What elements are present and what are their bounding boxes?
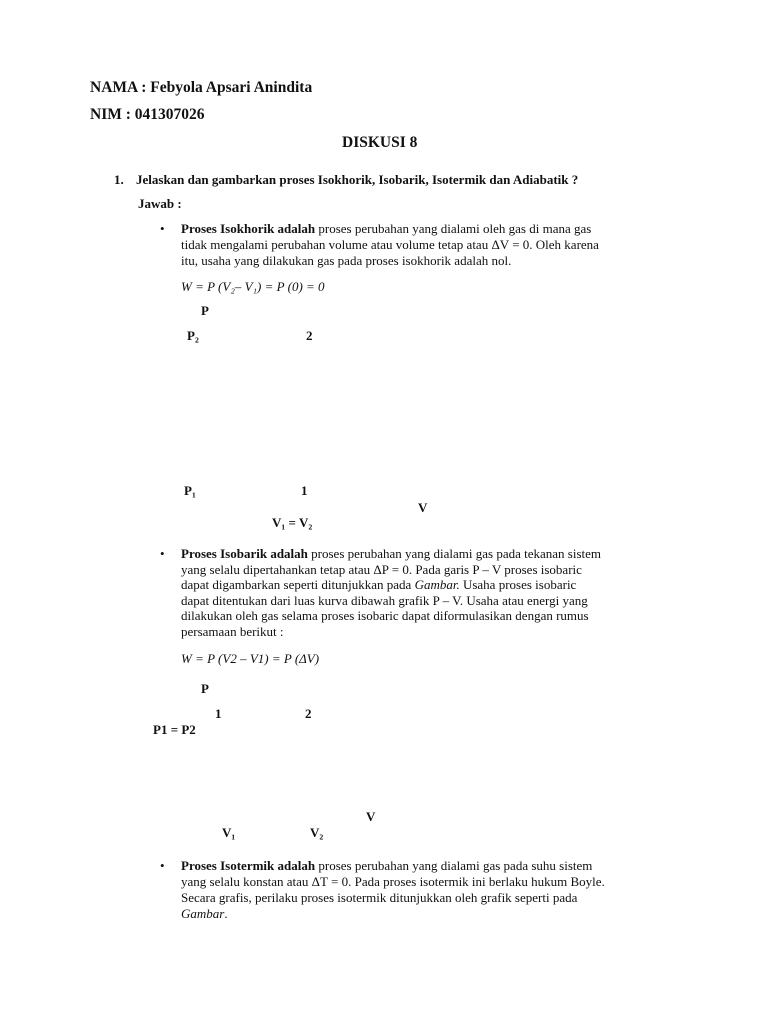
isokhorik-line3: itu, usaha yang dilakukan gas pada proses isokhorik adalah nol. [181,253,512,268]
isobarik-gambar-ref: Gambar. [414,577,460,592]
isobarik-line4: Usaha proses isobaric [462,577,577,592]
isotermik-paragraph [181,858,701,922]
isokhorik-paragraph [181,221,681,269]
isotermik-line1: proses perubahan yang dialami gas pada suhu sistem [315,858,593,873]
isokhorik-v-axis-label: V [418,500,428,515]
student-nim: NIM : 041307026 [90,106,205,123]
isobarik-lead: Proses Isobarik adalah [181,546,308,561]
isobarik-line3: dapat digambarkan seperti ditunjukkan pada [181,577,415,592]
isobarik-line1: proses perubahan yang dialami gas pada tekanan sistem [307,546,602,561]
isokhorik-p2-label: P₂ [187,328,199,343]
isokhorik-formula: W = P (V₂– V₁) = P (0) = 0 [181,279,325,294]
page-title: DISKUSI 8 [342,134,418,151]
isobarik-point2-label: 2 [305,706,312,721]
isobarik-paragraph [181,546,681,639]
question-text: Jelaskan dan gambarkan proses Isokhorik, Isobarik, Isotermik dan Adiabatik ? [136,172,579,187]
isobarik-line5: dapat ditentukan dari luas kurva dibawah grafik P – V. Usaha atau energi yang [181,592,588,608]
isotermik-gambar-ref: Gambar [181,906,225,921]
isobarik-v2-label: V₂ [310,825,324,840]
isobarik-v-axis-label: V [366,809,376,824]
isokhorik-p1-label: P₁ [184,483,196,498]
isokhorik-lead: Proses Isokhorik adalah [181,221,316,236]
isobarik-formula: W = P (V2 – V1) = P (ΔV) [181,651,320,666]
isobarik-p-axis-label: P [201,681,209,696]
isokhorik-line2: tidak mengalami perubahan volume atau volume tetap atau ΔV = 0. Oleh karena [181,237,599,252]
isobarik-p-label: P1 = P2 [153,722,196,737]
isobarik-point1-label: 1 [215,706,222,721]
bullet-icon: • [160,546,165,561]
isokhorik-p-axis-label: P [201,303,209,318]
bullet-icon: • [160,858,165,873]
isotermik-line2: yang selalu konstan atau ΔT = 0. Pada proses isotermik ini berlaku hukum Boyle. [181,874,605,889]
isotermik-line3: Secara grafis, perilaku proses isotermik ditunjukkan oleh grafik seperti pada [181,890,578,905]
question-number: 1. [114,172,124,187]
answer-label: Jawab : [138,196,182,211]
bullet-icon: • [160,221,165,236]
isotermik-lead: Proses Isotermik adalah [181,858,316,873]
isobarik-line6: dilakukan oleh gas selama proses isobaric dapat diformulasikan dengan rumus [181,608,589,623]
isobarik-line7: persamaan berikut : [181,623,284,639]
isokhorik-point1-label: 1 [301,483,308,498]
isokhorik-v-label: V₁ = V₂ [272,515,313,530]
isobarik-v1-label: V₁ [222,825,236,840]
isokhorik-point2-label: 2 [306,328,313,343]
isotermik-line4-end: . [224,906,228,921]
isobarik-line2: yang selalu dipertahankan tetap atau ΔP = 0. Pada garis P – V proses isobaric [181,561,582,577]
student-name: NAMA : Febyola Apsari Anindita [90,79,313,96]
isokhorik-line1: proses perubahan yang dialami oleh gas di mana gas [315,221,592,236]
